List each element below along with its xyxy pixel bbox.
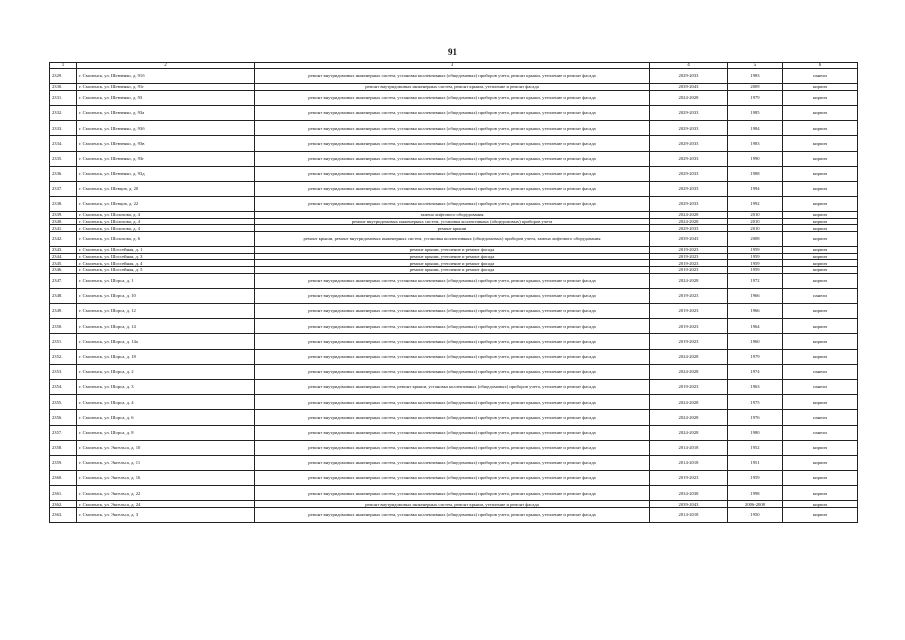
wall-material-cell: кирпич bbox=[783, 334, 858, 349]
row-number-cell: 2350. bbox=[50, 319, 77, 334]
row-number-cell: 2345. bbox=[50, 260, 77, 267]
row-number-cell: 2333. bbox=[50, 121, 77, 136]
row-number-cell: 2349. bbox=[50, 304, 77, 319]
work-type-cell: ремонт крыши, утепление и ремонт фасада bbox=[255, 253, 650, 260]
table-row bbox=[50, 232, 858, 247]
address-cell: г. Смоленск, ул. Энгельса, д. 3 bbox=[77, 508, 255, 523]
wall-material-cell: кирпич bbox=[783, 486, 858, 501]
planned-period-cell: 2029-2033 bbox=[650, 166, 728, 181]
work-type-cell: замена лифтового оборудования bbox=[255, 212, 650, 219]
address-cell: г. Смоленск, ул. Шорса, д. 14а bbox=[77, 334, 255, 349]
planned-period-cell: 2019-2023 bbox=[650, 319, 728, 334]
commission-year-cell: 1964 bbox=[728, 319, 783, 334]
row-number-cell: 2356. bbox=[50, 410, 77, 425]
table-row bbox=[50, 364, 858, 379]
work-type-cell: ремонт внутридомовых инженерных систем, установка коллективных (общедомовых) приборов учета, ремонт крыши, утепление и ремонт фасада bbox=[255, 455, 650, 470]
table-row bbox=[50, 425, 858, 440]
address-cell: г. Смоленск, ул. Шолохова, д. 4 bbox=[77, 218, 255, 225]
address-cell: г. Смоленск, ул. Шорса, д. 3 bbox=[77, 379, 255, 394]
address-cell: г. Смоленск, ул. Шорса, д. 1 bbox=[77, 273, 255, 288]
table-row bbox=[50, 410, 858, 425]
table-row bbox=[50, 151, 858, 166]
planned-period-cell: 2019-2023 bbox=[650, 334, 728, 349]
row-number-cell: 2329. bbox=[50, 69, 77, 84]
row-number-cell: 2335. bbox=[50, 151, 77, 166]
table-row bbox=[50, 181, 858, 196]
table-row bbox=[50, 273, 858, 288]
work-type-cell: ремонт внутридомовых инженерных систем, установка коллективных (общедомовых) приборов учета, ремонт крыши, утепление и ремонт фасада bbox=[255, 197, 650, 212]
wall-material-cell: кирпич bbox=[783, 181, 858, 196]
planned-period-cell: 2014-2018 bbox=[650, 508, 728, 523]
page-number: 91 bbox=[448, 47, 457, 57]
address-cell: г. Смоленск, ул. Шоссейная, д. 3 bbox=[77, 253, 255, 260]
row-number-cell: 2363. bbox=[50, 508, 77, 523]
address-cell: г. Смоленск, ул. Шолохова, д. 4 bbox=[77, 225, 255, 232]
work-type-cell: ремонт внутридомовых инженерных систем, установка коллективных (общедомовых) приборов учета, ремонт крыши, утепление и ремонт фасада bbox=[255, 136, 650, 151]
commission-year-cell: 1975 bbox=[728, 395, 783, 410]
commission-year-cell: 2006-2008 bbox=[728, 501, 783, 508]
commission-year-cell: 2010 bbox=[728, 225, 783, 232]
planned-period-cell: 2019-2023 bbox=[650, 471, 728, 486]
commission-year-cell: 1972 bbox=[728, 273, 783, 288]
work-type-cell: ремонт внутридомовых инженерных систем, установка коллективных (общедомовых) приборов учета, ремонт крыши, утепление и ремонт фасада bbox=[255, 181, 650, 196]
commission-year-cell: 1984 bbox=[728, 121, 783, 136]
address-cell: г. Смоленск, ул. Шевченко, д. 93в bbox=[77, 136, 255, 151]
table-row bbox=[50, 260, 858, 267]
commission-year-cell: 1985 bbox=[728, 105, 783, 120]
wall-material-cell: кирпич bbox=[783, 121, 858, 136]
row-number-cell: 2358. bbox=[50, 440, 77, 455]
work-type-cell: ремонт внутридомовых инженерных систем, установка коллективных (общедомовых) приборов учета, ремонт крыши, утепление и ремонт фасада bbox=[255, 121, 650, 136]
commission-year-cell: 1992 bbox=[728, 197, 783, 212]
table-row bbox=[50, 197, 858, 212]
wall-material-cell: кирпич bbox=[783, 84, 858, 91]
wall-material-cell: панели bbox=[783, 425, 858, 440]
commission-year-cell: 1966 bbox=[728, 304, 783, 319]
commission-year-cell: 2009 bbox=[728, 84, 783, 91]
planned-period-cell: 2024-2028 bbox=[650, 218, 728, 225]
address-cell: г. Смоленск, ул. Энгельса, д. 24 bbox=[77, 501, 255, 508]
column-number: 4 bbox=[650, 63, 728, 69]
row-number-cell: 2344. bbox=[50, 253, 77, 260]
row-number-cell: 2340. bbox=[50, 218, 77, 225]
address-cell: г. Смоленск, ул. Шевцов, д. 20 bbox=[77, 181, 255, 196]
work-type-cell: ремонт внутридомовых инженерных систем, ремонт крыши, утепление и ремонт фасада bbox=[255, 501, 650, 508]
row-number-cell: 2343. bbox=[50, 247, 77, 254]
wall-material-cell: кирпич bbox=[783, 471, 858, 486]
commission-year-cell: 2010 bbox=[728, 212, 783, 219]
table-row bbox=[50, 105, 858, 120]
address-cell: г. Смоленск, ул. Шевченко, д. 93 bbox=[77, 90, 255, 105]
table-row bbox=[50, 218, 858, 225]
table-row bbox=[50, 212, 858, 219]
wall-material-cell: кирпич bbox=[783, 253, 858, 260]
address-cell: г. Смоленск, ул. Шорса, д. 14 bbox=[77, 319, 255, 334]
commission-year-cell: 1959 bbox=[728, 253, 783, 260]
commission-year-cell: 1951 bbox=[728, 455, 783, 470]
column-number: 6 bbox=[783, 63, 858, 69]
row-number-cell: 2353. bbox=[50, 364, 77, 379]
work-type-cell: ремонт внутридомовых инженерных систем, установка коллективных (общедомовых) приборов учета, ремонт крыши, утепление и ремонт фасада bbox=[255, 334, 650, 349]
planned-period-cell: 2019-2023 bbox=[650, 267, 728, 274]
commission-year-cell: 1952 bbox=[728, 440, 783, 455]
work-type-cell: ремонт внутридомовых инженерных систем, установка коллективных (общедомовых) приборов учета bbox=[255, 218, 650, 225]
planned-period-cell: 2029-2033 bbox=[650, 121, 728, 136]
commission-year-cell: 1959 bbox=[728, 267, 783, 274]
address-cell: г. Смоленск, ул. Шорса, д. 18 bbox=[77, 349, 255, 364]
planned-period-cell: 2039-2043 bbox=[650, 501, 728, 508]
table-row bbox=[50, 166, 858, 181]
wall-material-cell: кирпич bbox=[783, 232, 858, 247]
planned-period-cell: 2029-2033 bbox=[650, 136, 728, 151]
wall-material-cell: кирпич bbox=[783, 225, 858, 232]
row-number-cell: 2334. bbox=[50, 136, 77, 151]
work-type-cell: ремонт крыши, утепление и ремонт фасада bbox=[255, 260, 650, 267]
table-row bbox=[50, 455, 858, 470]
table-row bbox=[50, 90, 858, 105]
work-type-cell: ремонт внутридомовых инженерных систем, установка коллективных (общедомовых) приборов учета, ремонт крыши, утепление и ремонт фасада bbox=[255, 151, 650, 166]
work-type-cell: ремонт внутридомовых инженерных систем, ремонт крыши, утепление и ремонт фасада bbox=[255, 84, 650, 91]
wall-material-cell: кирпич bbox=[783, 212, 858, 219]
work-type-cell: ремонт внутридомовых инженерных систем, установка коллективных (общедомовых) приборов учета, ремонт крыши, утепление и ремонт фасада bbox=[255, 486, 650, 501]
wall-material-cell: кирпич bbox=[783, 440, 858, 455]
planned-period-cell: 2039-2043 bbox=[650, 84, 728, 91]
wall-material-cell: кирпич bbox=[783, 273, 858, 288]
work-type-cell: ремонт внутридомовых инженерных систем, установка коллективных (общедомовых) приборов учета, ремонт крыши, утепление и ремонт фасада bbox=[255, 319, 650, 334]
planned-period-cell: 2024-2028 bbox=[650, 395, 728, 410]
table-row bbox=[50, 121, 858, 136]
row-number-cell: 2331. bbox=[50, 90, 77, 105]
wall-material-cell: кирпич bbox=[783, 197, 858, 212]
commission-year-cell: 1966 bbox=[728, 288, 783, 303]
work-type-cell: ремонт внутридомовых инженерных систем, установка коллективных (общедомовых) приборов учета, ремонт крыши, утепление и ремонт фасада bbox=[255, 471, 650, 486]
wall-material-cell: панели bbox=[783, 410, 858, 425]
row-number-cell: 2361. bbox=[50, 486, 77, 501]
commission-year-cell: 1983 bbox=[728, 136, 783, 151]
address-cell: г. Смоленск, ул. Шевченко, д. 91б bbox=[77, 69, 255, 84]
address-cell: г. Смоленск, ул. Шоссейная, д. 1 bbox=[77, 247, 255, 254]
column-number: 3 bbox=[255, 63, 650, 69]
wall-material-cell: кирпич bbox=[783, 508, 858, 523]
row-number-cell: 2360. bbox=[50, 471, 77, 486]
commission-year-cell: 1998 bbox=[728, 486, 783, 501]
table-row bbox=[50, 84, 858, 91]
table-row bbox=[50, 501, 858, 508]
planned-period-cell: 2019-2023 bbox=[650, 260, 728, 267]
commission-year-cell: 1960 bbox=[728, 334, 783, 349]
work-type-cell: ремонт внутридомовых инженерных систем, установка коллективных (общедомовых) приборов учета, ремонт крыши, утепление и ремонт фасада bbox=[255, 395, 650, 410]
wall-material-cell: кирпич bbox=[783, 501, 858, 508]
address-cell: г. Смоленск, ул. Шорса, д. 6 bbox=[77, 410, 255, 425]
wall-material-cell: кирпич bbox=[783, 267, 858, 274]
row-number-cell: 2346. bbox=[50, 267, 77, 274]
table-row bbox=[50, 486, 858, 501]
row-number-cell: 2359. bbox=[50, 455, 77, 470]
planned-period-cell: 2029-2033 bbox=[650, 197, 728, 212]
address-cell: г. Смоленск, ул. Энгельса, д. 11 bbox=[77, 455, 255, 470]
commission-year-cell: 1959 bbox=[728, 247, 783, 254]
work-type-cell: ремонт внутридомовых инженерных систем, установка коллективных (общедомовых) приборов учета, ремонт крыши, утепление и ремонт фасада bbox=[255, 90, 650, 105]
table-row bbox=[50, 253, 858, 260]
row-number-cell: 2347. bbox=[50, 273, 77, 288]
planned-period-cell: 2024-2028 bbox=[650, 425, 728, 440]
address-cell: г. Смоленск, ул. Шоссейная, д. 4 bbox=[77, 260, 255, 267]
wall-material-cell: панели bbox=[783, 364, 858, 379]
work-type-cell: ремонт внутридомовых инженерных систем, установка коллективных (общедомовых) приборов учета, ремонт крыши, утепление и ремонт фасада bbox=[255, 166, 650, 181]
commission-year-cell: 1963 bbox=[728, 379, 783, 394]
table-row bbox=[50, 395, 858, 410]
wall-material-cell: панели bbox=[783, 288, 858, 303]
planned-period-cell: 2029-2033 bbox=[650, 105, 728, 120]
planned-period-cell: 2019-2023 bbox=[650, 253, 728, 260]
address-cell: г. Смоленск, ул. Энгельса, д. 16 bbox=[77, 471, 255, 486]
work-type-cell: ремонт внутридомовых инженерных систем, установка коллективных (общедомовых) приборов учета, ремонт крыши, утепление и ремонт фасада bbox=[255, 508, 650, 523]
register-table bbox=[49, 62, 858, 523]
planned-period-cell: 2019-2023 bbox=[650, 379, 728, 394]
work-type-cell: ремонт внутридомовых инженерных систем, установка коллективных (общедомовых) приборов учета, ремонт крыши, утепление и ремонт фасада bbox=[255, 364, 650, 379]
commission-year-cell: 1979 bbox=[728, 349, 783, 364]
commission-year-cell: 1980 bbox=[728, 425, 783, 440]
row-number-cell: 2357. bbox=[50, 425, 77, 440]
row-number-cell: 2348. bbox=[50, 288, 77, 303]
wall-material-cell: кирпич bbox=[783, 319, 858, 334]
table-row bbox=[50, 508, 858, 523]
commission-year-cell: 2008 bbox=[728, 232, 783, 247]
wall-material-cell: кирпич bbox=[783, 90, 858, 105]
wall-material-cell: кирпич bbox=[783, 455, 858, 470]
wall-material-cell: кирпич bbox=[783, 166, 858, 181]
work-type-cell: ремонт внутридомовых инженерных систем, установка коллективных (общедомовых) приборов учета, ремонт крыши, утепление и ремонт фасада bbox=[255, 105, 650, 120]
table-row bbox=[50, 334, 858, 349]
wall-material-cell: кирпич bbox=[783, 151, 858, 166]
work-type-cell: ремонт крыши, утепление и ремонт фасада bbox=[255, 247, 650, 254]
planned-period-cell: 2014-2018 bbox=[650, 440, 728, 455]
work-type-cell: ремонт внутридомовых инженерных систем, установка коллективных (общедомовых) приборов учета, ремонт крыши, утепление и ремонт фасада bbox=[255, 410, 650, 425]
row-number-cell: 2355. bbox=[50, 395, 77, 410]
planned-period-cell: 2014-2018 bbox=[650, 455, 728, 470]
wall-material-cell: кирпич bbox=[783, 136, 858, 151]
wall-material-cell: кирпич bbox=[783, 260, 858, 267]
wall-material-cell: панели bbox=[783, 379, 858, 394]
commission-year-cell: 1979 bbox=[728, 90, 783, 105]
wall-material-cell: кирпич bbox=[783, 349, 858, 364]
commission-year-cell: 1994 bbox=[728, 181, 783, 196]
commission-year-cell: 1990 bbox=[728, 151, 783, 166]
table-row bbox=[50, 304, 858, 319]
table-row bbox=[50, 267, 858, 274]
address-cell: г. Смоленск, ул. Энгельса, д. 10 bbox=[77, 440, 255, 455]
row-number-cell: 2336. bbox=[50, 166, 77, 181]
address-cell: г. Смоленск, ул. Шолохова, д. 6 bbox=[77, 232, 255, 247]
table-row bbox=[50, 136, 858, 151]
work-type-cell: ремонт внутридомовых инженерных систем, установка коллективных (общедомовых) приборов учета, ремонт крыши, утепление и ремонт фасада bbox=[255, 273, 650, 288]
table-row bbox=[50, 349, 858, 364]
work-type-cell: ремонт внутридомовых инженерных систем, установка коллективных (общедомовых) приборов учета, ремонт крыши, утепление и ремонт фасада bbox=[255, 440, 650, 455]
work-type-cell: ремонт внутридомовых инженерных систем, ремонт крыши, установка коллективных (общедомовых) приборов учета, утепление и ремонт фасада bbox=[255, 379, 650, 394]
work-type-cell: ремонт внутридомовых инженерных систем, установка коллективных (общедомовых) приборов учета, ремонт крыши, утепление и ремонт фасада bbox=[255, 349, 650, 364]
wall-material-cell: кирпич bbox=[783, 218, 858, 225]
table-row bbox=[50, 471, 858, 486]
planned-period-cell: 2039-2043 bbox=[650, 232, 728, 247]
table-row bbox=[50, 69, 858, 84]
work-type-cell: ремонт крыши bbox=[255, 225, 650, 232]
commission-year-cell: 1959 bbox=[728, 471, 783, 486]
row-number-cell: 2341. bbox=[50, 225, 77, 232]
column-number: 1 bbox=[50, 63, 77, 69]
address-cell: г. Смоленск, ул. Шолохова, д. 4 bbox=[77, 212, 255, 219]
commission-year-cell: 1959 bbox=[728, 260, 783, 267]
address-cell: г. Смоленск, ул. Шевченко, д. 93а bbox=[77, 105, 255, 120]
address-cell: г. Смоленск, ул. Шевченко, д. 93б bbox=[77, 121, 255, 136]
planned-period-cell: 2029-2033 bbox=[650, 225, 728, 232]
address-cell: г. Смоленск, ул. Шорса, д. 2 bbox=[77, 364, 255, 379]
planned-period-cell: 2019-2023 bbox=[650, 288, 728, 303]
table-row bbox=[50, 288, 858, 303]
table-row bbox=[50, 247, 858, 254]
planned-period-cell: 2024-2028 bbox=[650, 349, 728, 364]
commission-year-cell: 1983 bbox=[728, 69, 783, 84]
row-number-cell: 2337. bbox=[50, 181, 77, 196]
work-type-cell: ремонт крыши, ремонт внутридомовых инженерных систем, установка коллективных (общедомовых) приборов учета, замена лифтового оборудования bbox=[255, 232, 650, 247]
row-number-cell: 2362. bbox=[50, 501, 77, 508]
work-type-cell: ремонт внутридомовых инженерных систем, установка коллективных (общедомовых) приборов учета, ремонт крыши, утепление и ремонт фасада bbox=[255, 288, 650, 303]
planned-period-cell: 2024-2028 bbox=[650, 273, 728, 288]
row-number-cell: 2352. bbox=[50, 349, 77, 364]
planned-period-cell: 2029-2033 bbox=[650, 69, 728, 84]
address-cell: г. Смоленск, ул. Шевченко, д. 91г bbox=[77, 84, 255, 91]
address-cell: г. Смоленск, ул. Шорса, д. 10 bbox=[77, 288, 255, 303]
wall-material-cell: кирпич bbox=[783, 395, 858, 410]
address-cell: г. Смоленск, ул. Энгельса, д. 22 bbox=[77, 486, 255, 501]
planned-period-cell: 2029-2033 bbox=[650, 181, 728, 196]
work-type-cell: ремонт внутридомовых инженерных систем, установка коллективных (общедомовых) приборов учета, ремонт крыши, утепление и ремонт фасада bbox=[255, 425, 650, 440]
planned-period-cell: 2034-2038 bbox=[650, 486, 728, 501]
commission-year-cell: 2010 bbox=[728, 218, 783, 225]
address-cell: г. Смоленск, ул. Шорса, д. 8 bbox=[77, 425, 255, 440]
row-number-cell: 2351. bbox=[50, 334, 77, 349]
column-number: 2 bbox=[77, 63, 255, 69]
planned-period-cell: 2019-2023 bbox=[650, 304, 728, 319]
planned-period-cell: 2029-2033 bbox=[650, 151, 728, 166]
address-cell: г. Смоленск, ул. Шорса, д. 4 bbox=[77, 395, 255, 410]
row-number-cell: 2330. bbox=[50, 84, 77, 91]
row-number-cell: 2342. bbox=[50, 232, 77, 247]
address-cell: г. Смоленск, ул. Шевцов, д. 22 bbox=[77, 197, 255, 212]
wall-material-cell: панели bbox=[783, 69, 858, 84]
row-number-cell: 2354. bbox=[50, 379, 77, 394]
planned-period-cell: 2024-2028 bbox=[650, 212, 728, 219]
address-cell: г. Смоленск, ул. Шевченко, д. 93г bbox=[77, 151, 255, 166]
table-row bbox=[50, 225, 858, 232]
commission-year-cell: 1974 bbox=[728, 364, 783, 379]
wall-material-cell: кирпич bbox=[783, 304, 858, 319]
address-cell: г. Смоленск, ул. Шоссейная, д. 5 bbox=[77, 267, 255, 274]
register-table-body bbox=[50, 63, 858, 523]
work-type-cell: ремонт крыши, утепление и ремонт фасада bbox=[255, 267, 650, 274]
work-type-cell: ремонт внутридомовых инженерных систем, установка коллективных (общедомовых) приборов учета, ремонт крыши, утепление и ремонт фасада bbox=[255, 69, 650, 84]
table-row bbox=[50, 379, 858, 394]
table-row bbox=[50, 319, 858, 334]
planned-period-cell: 2024-2028 bbox=[650, 410, 728, 425]
commission-year-cell: 1988 bbox=[728, 166, 783, 181]
table-row bbox=[50, 440, 858, 455]
column-number: 5 bbox=[728, 63, 783, 69]
row-number-cell: 2339. bbox=[50, 212, 77, 219]
planned-period-cell: 2019-2023 bbox=[650, 247, 728, 254]
commission-year-cell: 1950 bbox=[728, 508, 783, 523]
address-cell: г. Смоленск, ул. Шевченко, д. 93д bbox=[77, 166, 255, 181]
wall-material-cell: кирпич bbox=[783, 105, 858, 120]
row-number-cell: 2332. bbox=[50, 105, 77, 120]
address-cell: г. Смоленск, ул. Шорса, д. 12 bbox=[77, 304, 255, 319]
commission-year-cell: 1976 bbox=[728, 410, 783, 425]
work-type-cell: ремонт внутридомовых инженерных систем, установка коллективных (общедомовых) приборов учета, ремонт крыши, утепление и ремонт фасада bbox=[255, 304, 650, 319]
planned-period-cell: 2024-2028 bbox=[650, 90, 728, 105]
planned-period-cell: 2024-2028 bbox=[650, 364, 728, 379]
wall-material-cell: кирпич bbox=[783, 247, 858, 254]
row-number-cell: 2338. bbox=[50, 197, 77, 212]
